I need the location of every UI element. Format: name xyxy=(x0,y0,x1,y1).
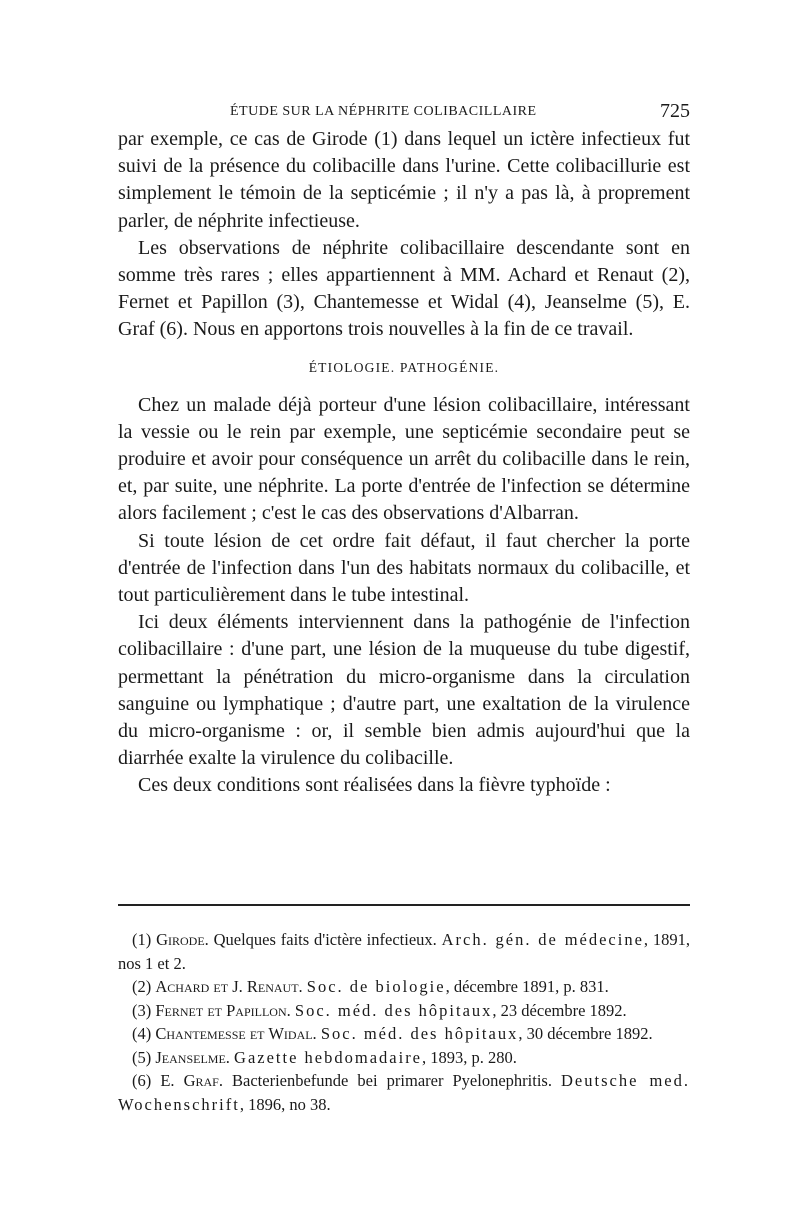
paragraph-1: par exemple, ce cas de Girode (1) dans lequel un ictère infectieux fut suivi de la présence du colibacille dans l'urine. Cette colibacillurie est simplement le témoin de la septicémie ; il n'y a pas là, à proprement parler, de néphrite infectieuse. xyxy=(118,128,690,232)
footnote-journal: Gazette hebdomadaire xyxy=(234,1047,423,1067)
footnote-rule xyxy=(118,904,690,906)
footnote-journal: Soc. de biologie xyxy=(306,977,446,996)
paragraph-2: Les observations de néphrite colibacillaire descendante sont en somme très rares ; elles appartiennent à MM. Achard et Renaut (2), Fernet et Papillon (3), Chantemesse et Widal (4), Jeanselme (5), E. Graf (6). Nous en apportons trois nouvelles à la fin de ce travail. xyxy=(118,236,690,341)
running-header xyxy=(118,100,690,124)
footnote-author: E. Graf. xyxy=(160,1071,223,1090)
paragraph-3: Chez un malade déjà porteur d'une lésion colibacillaire, intéressant la vessie ou le rein par exemple, une septicémie secondaire peut se produire et avoir pour conséquence un arrêt du colibacille dans le rein, et, par suite, une néphrite. La porte d'entrée de l'infection se détermine alors facilement ; c'est le cas des observations d'Albarran. xyxy=(118,393,690,525)
footnote-5: (5) Jeanselme. Gazette hebdomadaire, 1893, p. 280. xyxy=(132,1047,517,1067)
footnote-author: Jeanselme. xyxy=(155,1047,230,1067)
footnote-2: (2) Achard et J. Renaut. Soc. de biologie, décembre 1891, p. 831. xyxy=(132,977,609,996)
paragraph-4: Si toute lésion de cet ordre fait défaut, il faut chercher la porte d'entrée de l'infection dans l'un des habitats normaux du colibacille, et tout particulièrement dans le tube intestinal. xyxy=(118,529,690,607)
footnote-1: (1) Girode. Quelques faits d'ictère infectieux. Arch. gén. de médecine, 1891, nos 1 et 2. xyxy=(118,930,690,973)
section-heading: ÉTIOLOGIE. PATHOGÉNIE. xyxy=(308,359,500,375)
footnote-journal: Soc. méd. des hôpitaux xyxy=(294,1000,493,1020)
running-title: ÉTUDE SUR LA NÉPHRITE COLIBACILLAIRE xyxy=(230,104,537,119)
footnote-author: Fernet et Papillon. xyxy=(155,1000,291,1020)
body-text xyxy=(118,126,690,800)
footnote-journal: Soc. méd. des hôpitaux xyxy=(320,1024,519,1043)
footnote-author: Girode. xyxy=(156,930,209,949)
paragraph-5: Ici deux éléments interviennent dans la pathogénie de l'infection colibacillaire : d'une part, une lésion de la muqueuse du tube digestif, permettant la pénétration du micro-organisme dans la circulation sanguine ou lymphatique ; d'autre part, une exaltation de la virulence du micro-organisme : or, il semble bien admis aujourd'hui que la diarrhée exalte la virulence du colibacille. xyxy=(118,611,690,770)
footnotes xyxy=(118,928,690,1116)
footnote-journal: Deutsche med. Wochenschrift xyxy=(118,1071,690,1114)
footnote-3: (3) Fernet et Papillon. Soc. méd. des hôpitaux, 23 décembre 1892. xyxy=(132,1000,627,1020)
footnote-4: (4) Chantemesse et Widal. Soc. méd. des hôpitaux, 30 décembre 1892. xyxy=(132,1024,653,1043)
footnote-author: Chantemesse et Widal. xyxy=(155,1024,317,1043)
page-number: 725 xyxy=(660,100,690,122)
footnote-author: Achard et J. Renaut. xyxy=(155,977,303,996)
footnote-journal: Arch. gén. de médecine xyxy=(441,930,644,949)
paragraph-6: Ces deux conditions sont réalisées dans la fièvre typhoïde : xyxy=(138,774,611,797)
footnote-6: (6) E. Graf. Bacterienbefunde bei primarer Pyelonephritis. Deutsche med. Wochenschrift, 1896, no 38. xyxy=(118,1071,690,1114)
